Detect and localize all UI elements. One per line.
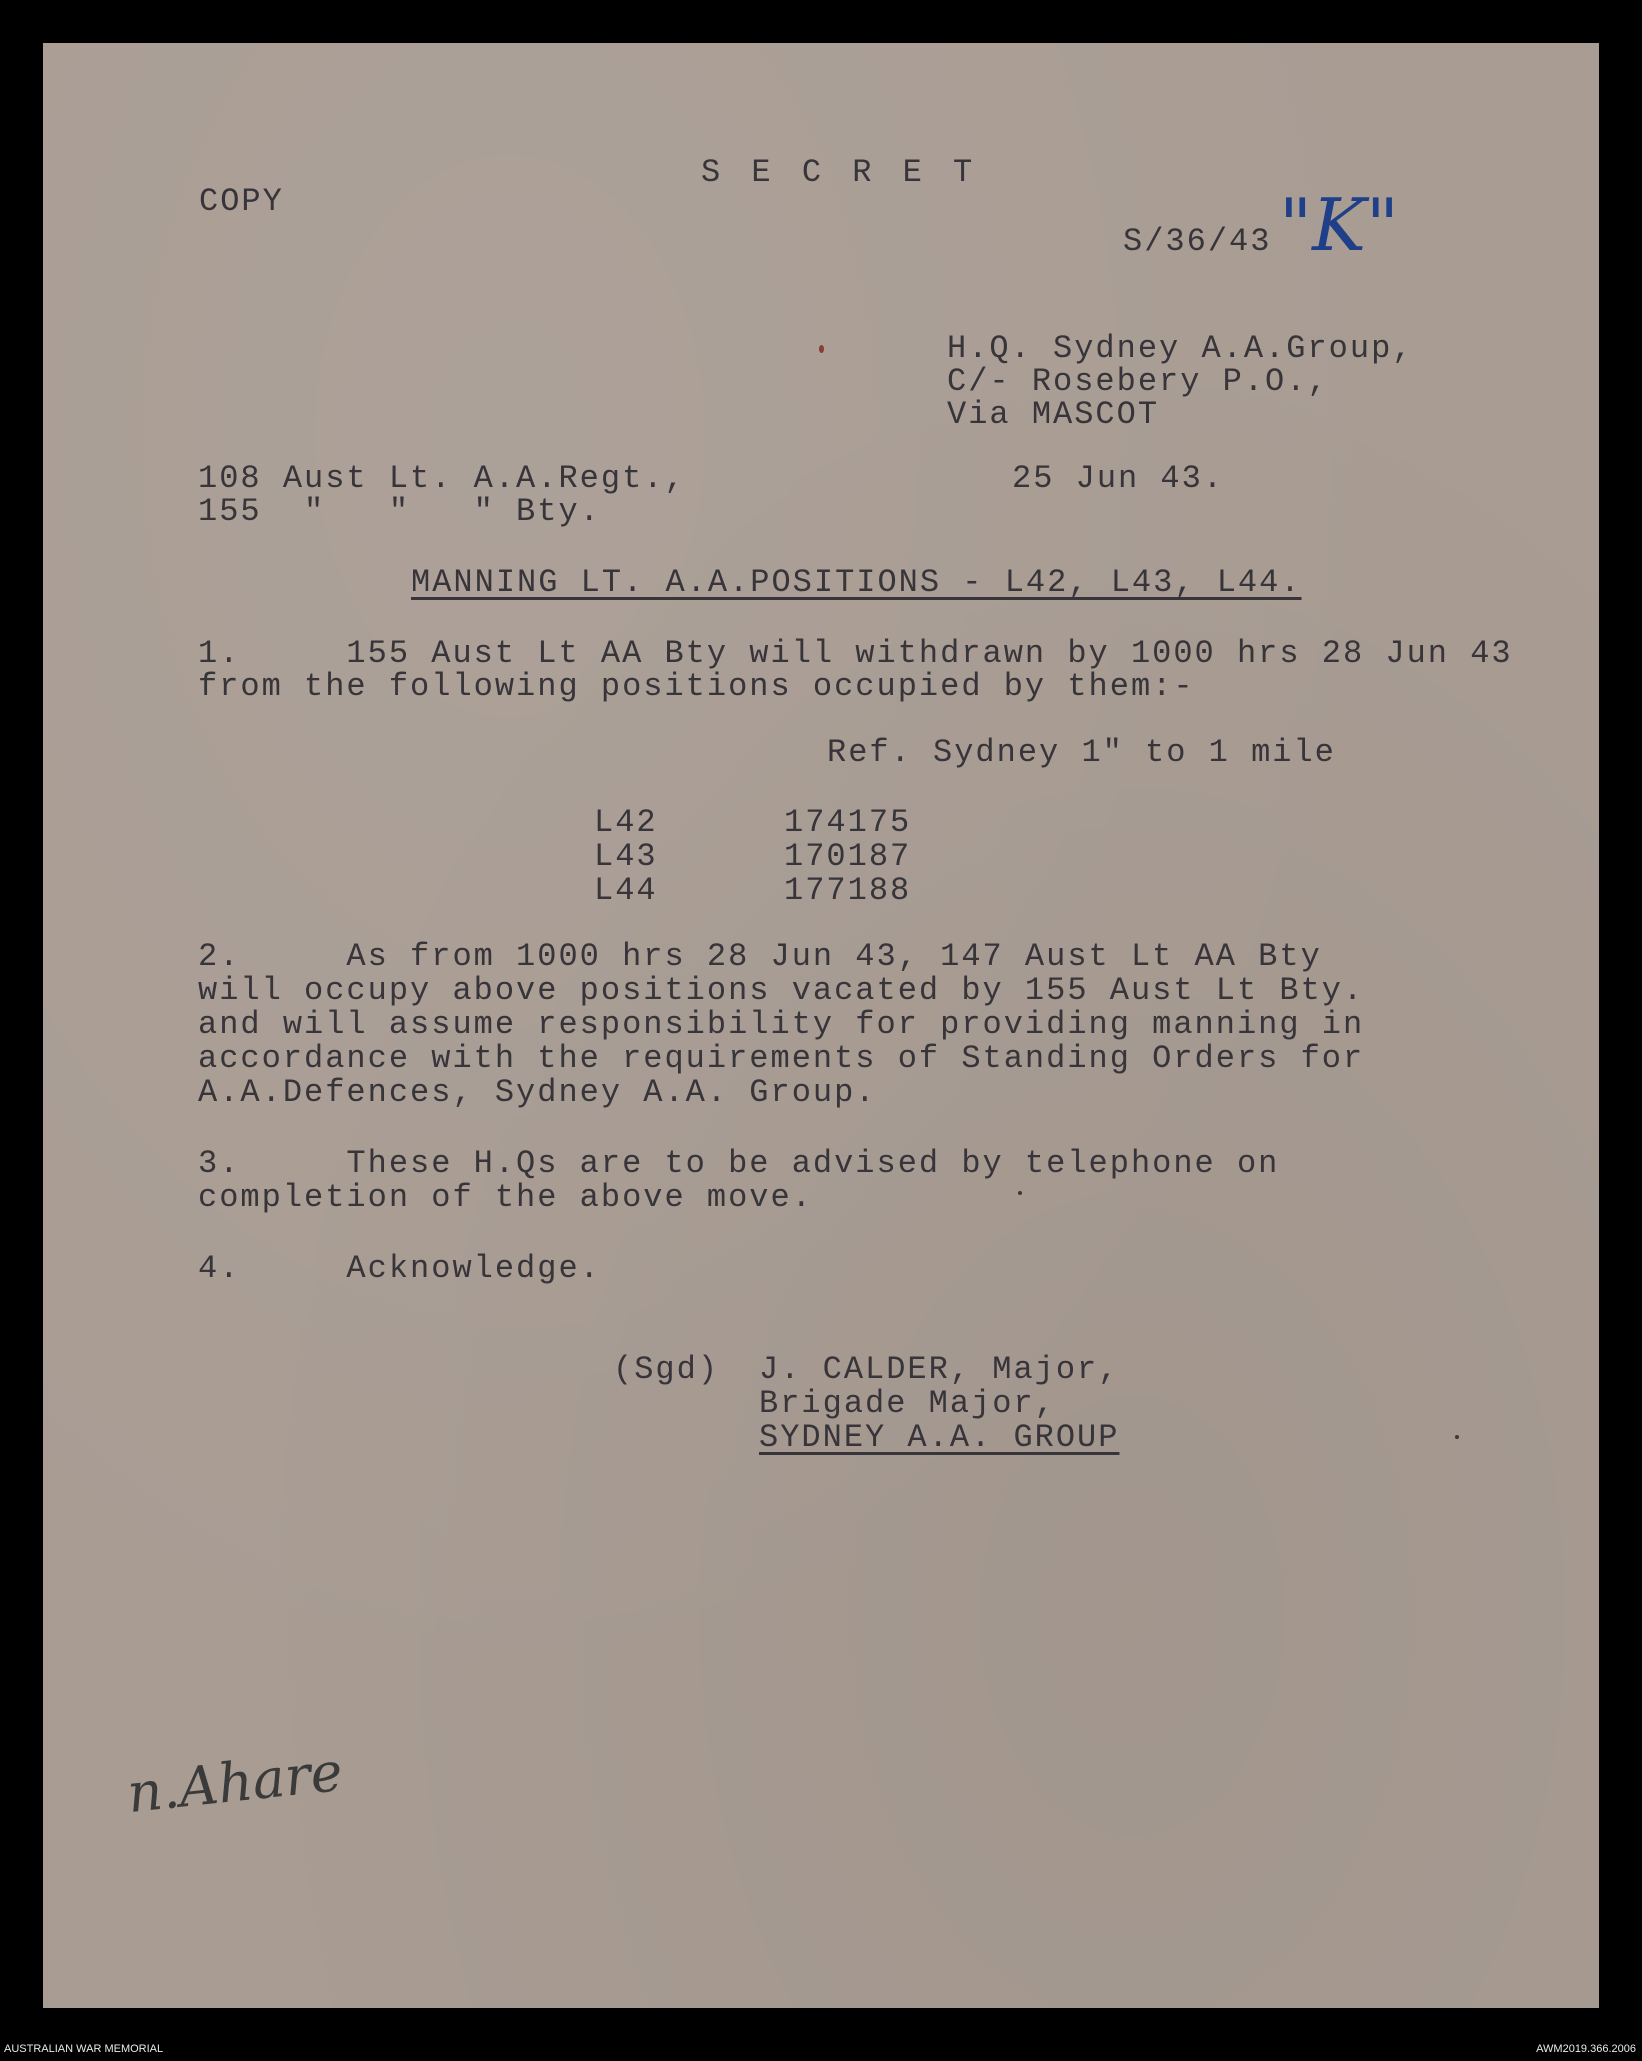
paragraph-1-line-2: from the following positions occupied by them:- [198, 668, 1195, 705]
document-page [43, 43, 1599, 2008]
paragraph-4: 4. Acknowledge. [198, 1250, 601, 1287]
position-name: L42 [594, 804, 658, 841]
subject-heading: MANNING LT. A.A.POSITIONS - L42, L43, L44. [411, 564, 1302, 601]
handwritten-k-mark: "K" [1279, 183, 1400, 267]
security-classification: S E C R E T [701, 154, 979, 191]
map-reference: Ref. Sydney 1" to 1 mile [827, 734, 1336, 771]
paragraph-3-line-1: 3. These H.Qs are to be advised by telephone on [198, 1145, 1280, 1182]
handwritten-initials: n.Ahare [124, 1739, 346, 1826]
addressee-line-2: 155 " " " Bty. [198, 493, 601, 530]
paragraph-2-line-5: A.A.Defences, Sydney A.A. Group. [198, 1074, 877, 1111]
paragraph-2-line-1: 2. As from 1000 hrs 28 Jun 43, 147 Aust Lt AA Bty [198, 938, 1322, 975]
paragraph-2-line-4: accordance with the requirements of Standing Orders for [198, 1040, 1365, 1077]
ink-spot [819, 345, 824, 353]
signatory-name: J. CALDER, Major, [759, 1351, 1120, 1388]
signatory-title: Brigade Major, [759, 1385, 1056, 1422]
sender-line-3: Via MASCOT [947, 396, 1160, 433]
paragraph-2-line-2: will occupy above positions vacated by 155 Aust Lt Bty. [198, 972, 1365, 1009]
ink-spot [1018, 1191, 1022, 1195]
position-name: L43 [594, 838, 658, 875]
position-grid: 170187 [784, 838, 912, 875]
addressee-line-1: 108 Aust Lt. A.A.Regt., [198, 460, 686, 497]
reference-number: S/36/43 [1123, 223, 1272, 260]
copy-stamp: COPY [199, 183, 284, 220]
paragraph-1-line-1: 1. 155 Aust Lt AA Bty will withdrawn by 1000 hrs 28 Jun 43 [198, 635, 1513, 672]
position-grid: 174175 [784, 804, 912, 841]
footer-archive-name: AUSTRALIAN WAR MEMORIAL [4, 2043, 164, 2055]
position-name: L44 [594, 872, 658, 909]
ink-spot [1455, 1435, 1459, 1439]
signed-marker: (Sgd) [613, 1351, 720, 1388]
paragraph-3-line-2: completion of the above move. [198, 1179, 813, 1216]
sender-line-1: H.Q. Sydney A.A.Group, [947, 330, 1414, 367]
footer-accession-number: AWM2019.366.2006 [1536, 2043, 1636, 2055]
sender-line-2: C/- Rosebery P.O., [947, 363, 1329, 400]
position-grid: 177188 [784, 872, 912, 909]
document-date: 25 Jun 43. [1012, 460, 1225, 497]
signatory-unit: SYDNEY A.A. GROUP [759, 1419, 1120, 1456]
paragraph-2-line-3: and will assume responsibility for providing manning in [198, 1006, 1365, 1043]
